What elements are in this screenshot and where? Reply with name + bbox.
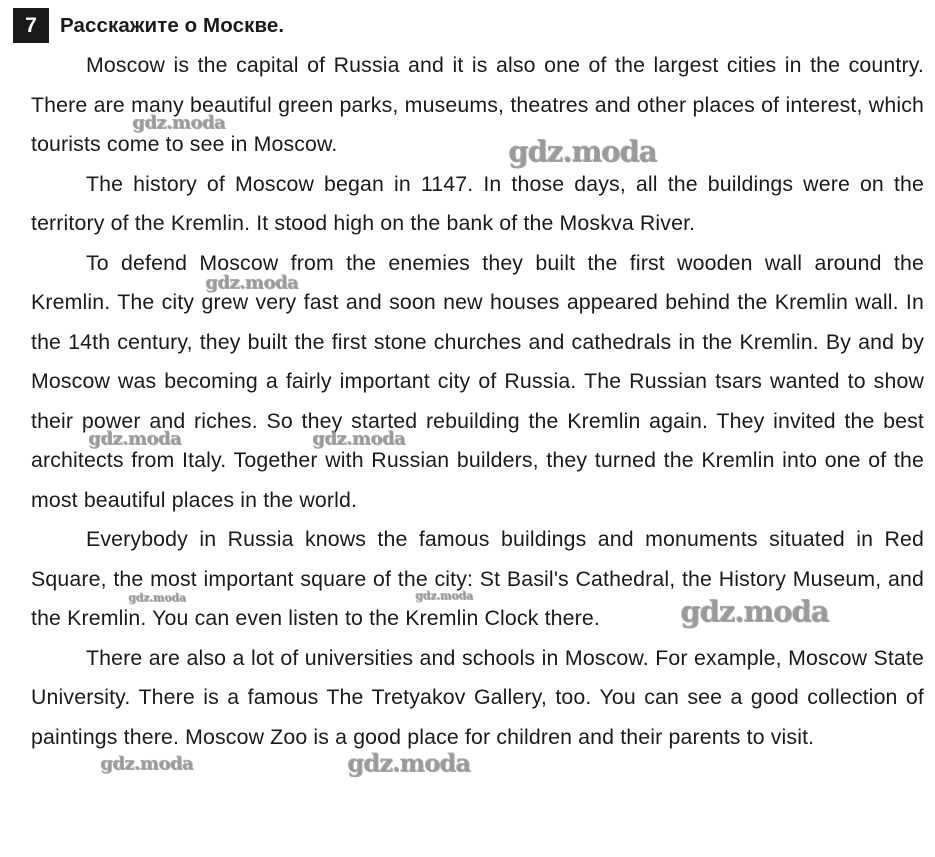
paragraph-3: To defend Moscow from the enemies they built the first wooden wall around the Kremlin. The city grew very fast and soon new houses appeared behind the Kremlin wall. In the 14th century, they built the first stone churches and cathedrals in the Kremlin. By and by Moscow was becoming a fairly important city of Russia. The Russian tsars wanted to show their power and riches. So they started rebuilding the Kremlin again. They invited the best architects from Italy. Together with Russian builders, they turned the Kremlin into one of the most beautiful places in the world. [31, 250, 924, 512]
task-title: Расскажите о Москве. [60, 13, 285, 37]
watermark: gdz.moda [128, 591, 186, 604]
watermark: gdz.moda [205, 272, 298, 293]
task-header [13, 8, 284, 43]
paragraph-5: There are also a lot of universities and schools in Moscow. For example, Moscow State University. There is a famous The Tretyakov Gallery, too. You can see a good collection of paintings there. Moscow Zoo is a good place for children and their parents to visit. [31, 645, 924, 749]
paragraph-4: Everybody in Russia knows the famous buildings and monuments situated in Red Square, the most important square of the city: St Basil's Cathedral, the History Museum, and the Kremlin. You can even listen to the Kremlin Clock there. [31, 527, 924, 630]
watermark: gdz.moda [88, 428, 181, 449]
watermark: gdz.moda [312, 428, 405, 449]
watermark: gdz.moda [508, 134, 657, 168]
task-number-badge: 7 [13, 8, 49, 43]
watermark: gdz.moda [680, 594, 829, 628]
paragraph-2: The history of Moscow began in 1147. In those days, all the buildings were on the territory of the Kremlin. It stood high on the bank of the Moskva River. [31, 171, 924, 235]
text-body [31, 46, 924, 757]
watermark: gdz.moda [132, 112, 225, 133]
watermark: gdz.moda [347, 748, 470, 777]
paragraph-1: Moscow is the capital of Russia and it is also one of the largest cities in the country. There are many beautiful green parks, museums, theatres and other places of interest, which tourists come to see in Moscow. [31, 53, 924, 156]
watermark: gdz.moda [100, 753, 193, 774]
watermark: gdz.moda [415, 589, 473, 602]
